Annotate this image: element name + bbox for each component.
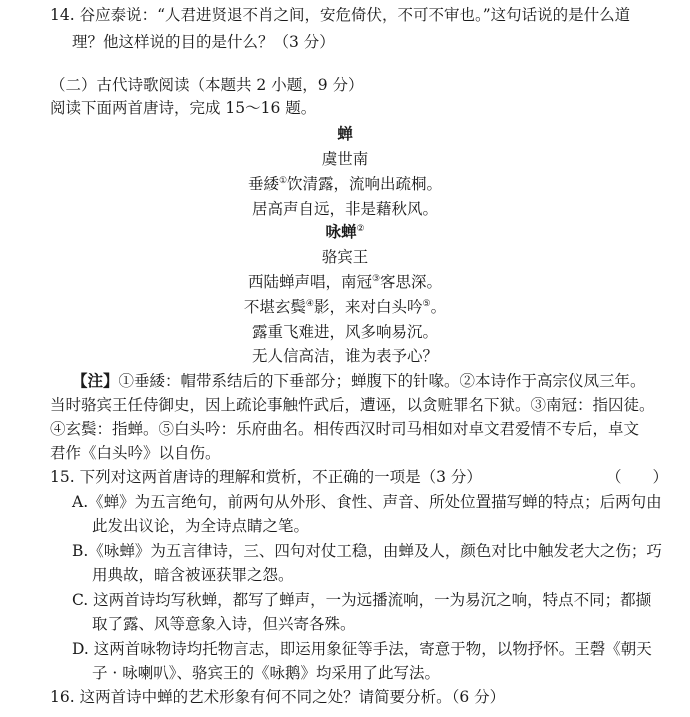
poem1-line-1 [0,172,690,197]
q15-option-d-line-2: 子 · 咏喇叭》、骆宾王的《咏鹅》均采用了此写法。 [92,664,441,682]
section-heading: （二）古代诗歌阅读（本题共 2 小题，9 分） [50,76,364,94]
notes-line-4: 君作《白头吟》以自伤。 [50,444,221,462]
q15-option-b-line-2: 用典故，暗含被诬获罪之怨。 [92,566,294,584]
poem2-line-1-a: 西陆蝉声唱，南冠 [247,273,372,291]
poem2-author: 骆宾王 [321,248,369,266]
notes-line-2: 当时骆宾王任侍御史，因上疏论事触忤武后，遭诬，以贪赃罪名下狱。③南冠：指囚徒。 [50,396,655,414]
poem1-line-1-a: 垂緌 [247,175,279,193]
footnote-marker-3: ③ [371,273,381,284]
q15-option-c-line-2: 取了露、风等意象入诗，但兴寄各殊。 [92,615,356,633]
poem1-author: 虞世南 [321,150,369,168]
footnote-marker-5: ⑤ [422,298,431,309]
q14-line-2: 理？他这样说的目的是什么？（3 分） [72,33,335,51]
notes-line-1 [72,369,646,394]
poem2-line-2-b: 影，来对白头吟 [313,298,423,316]
poem2-line-4: 无人信高洁，谁为表予心？ [251,347,438,365]
q15-option-d-line-1: D. 这两首咏物诗均托物言志，即运用象征等手法，寄意于物，以物抒怀。王磬《朝天 [72,640,652,658]
poem1-line-2: 居高声自远，非是藉秋风。 [251,200,438,218]
q16-stem: 16. 这两首诗中蝉的艺术形象有何不同之处？请简要分析。（6 分） [50,688,506,706]
poem2-line-2 [0,295,690,320]
poem2-line-3: 露重飞难进，风多响易沉。 [251,323,438,341]
q15-option-a-line-1: A.《蝉》为五言绝句，前两句从外形、食性、声音、所处位置描写蝉的特点；后两句由 [72,493,662,511]
q15-option-b-line-1: B.《咏蝉》为五言律诗，三、四句对仗工稳，由蝉及人，颜色对比中触发老大之伤；巧 [72,542,662,560]
section-instruction: 阅读下面两首唐诗，完成 15～16 题。 [50,99,317,117]
poem2-line-2-c: 。 [430,298,447,316]
footnote-marker-2: ② [356,223,365,234]
notes-line-3: ④玄鬓：指蝉。⑤白头吟：乐府曲名。相传西汉时司马相如对卓文君爱情不专后，卓文 [50,420,640,438]
q15-option-a-line-2: 此发出议论，为全诗点睛之笔。 [92,517,310,535]
notes-line-1-text: ①垂緌：帽带系结后的下垂部分；蝉腹下的针喙。②本诗作于高宗仪凤三年。 [118,372,646,390]
notes-label: 【注】 [72,372,119,390]
poem2-line-2-a: 不堪玄鬓 [243,298,306,316]
q15-option-c-line-1: C. 这两首诗均写秋蝉，都写了蝉声，一为远播流响，一为易沉之响，特点不同；都撷 [72,591,652,609]
poem2-line-1 [0,270,690,295]
poem2-title [0,220,690,245]
poem1-title: 蝉 [337,125,353,143]
poem1-line-1-b: 饮清露，流响出疏桐。 [287,175,443,193]
q15-stem: 15. 下列对这两首唐诗的理解和赏析，不正确的一项是（3 分） [50,468,482,486]
poem2-line-1-b: 客思深。 [380,273,443,291]
q14-line-1: 14. 谷应泰说：“人君进贤退不肖之间，安危倚伏，不可不审也。”这句话说的是什么道 [50,6,631,24]
footnote-marker-4: ④ [305,298,314,309]
footnote-marker-1: ① [278,175,288,186]
poem2-title-text: 咏蝉 [325,223,357,241]
q15-answer-blank: （ ） [606,468,669,486]
